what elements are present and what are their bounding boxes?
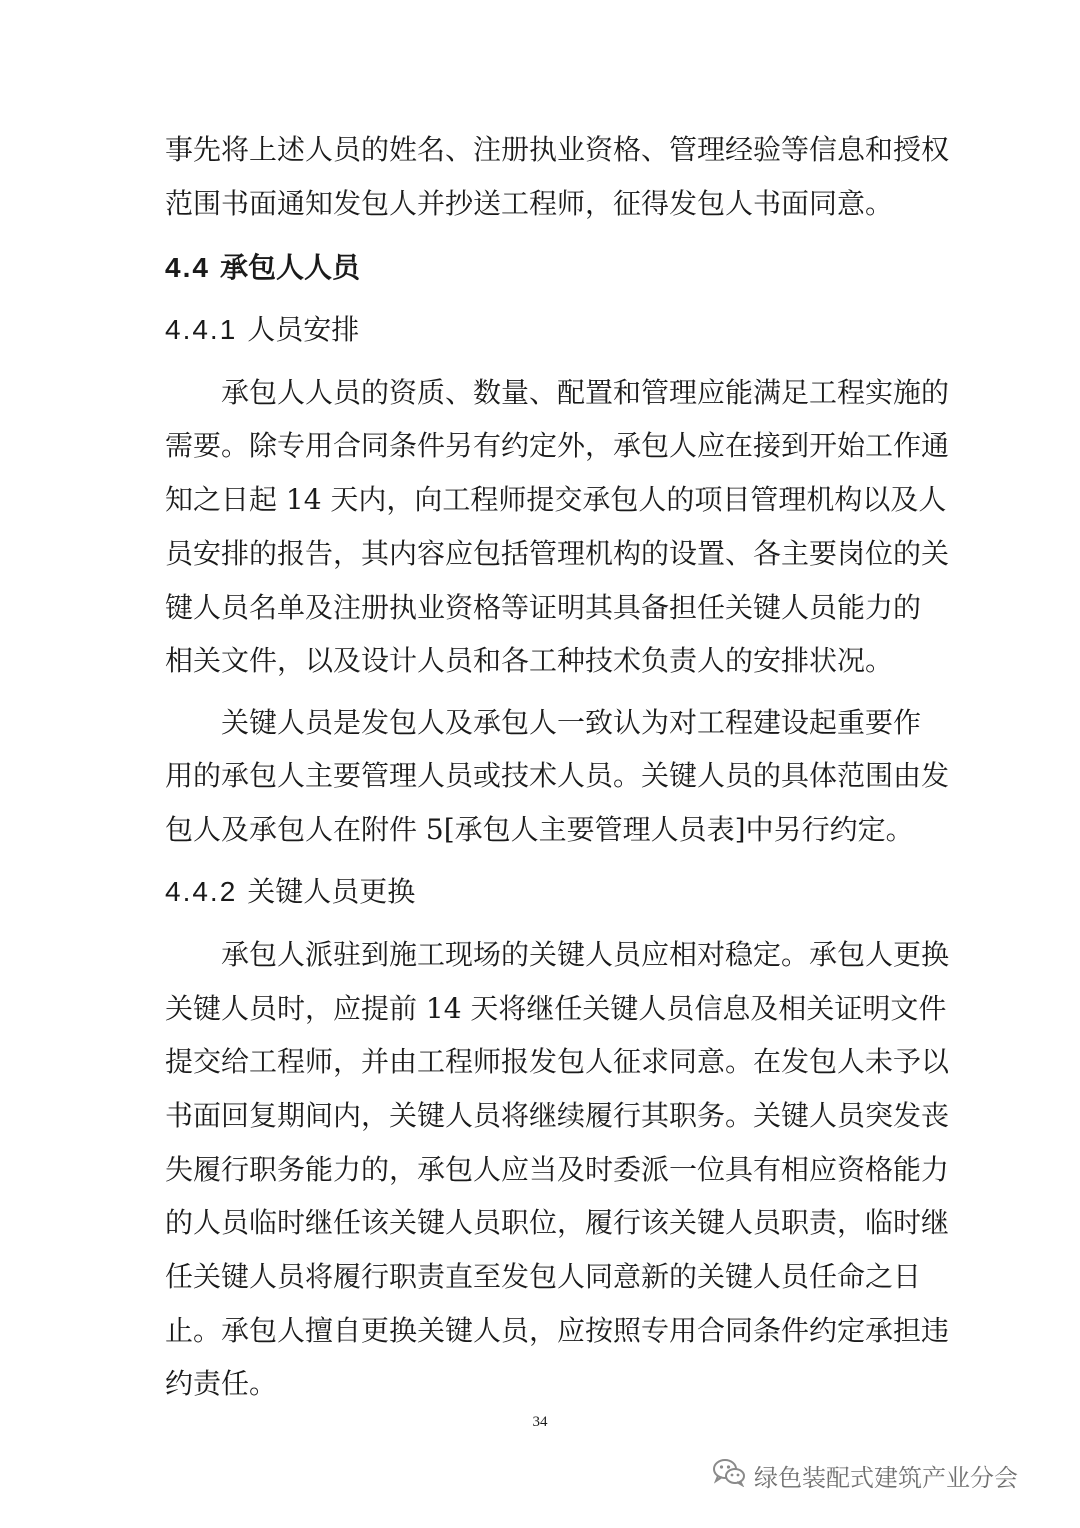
section-title: 关键人员更换 <box>247 875 416 908</box>
paragraph-line: 相关文件，以及设计人员和各工种技术负责人的安排状况。 <box>165 644 894 677</box>
page-number: 34 <box>532 1414 548 1430</box>
paragraph-line: 用的承包人主要管理人员或技术人员。关键人员的具体范围由发 <box>165 759 950 792</box>
wechat-icon <box>712 1457 746 1493</box>
section-number: 4.4.1 <box>165 314 238 345</box>
paragraph-line: 员安排的报告，其内容应包括管理机构的设置、各主要岗位的关 <box>165 537 950 570</box>
section-title: 人员安排 <box>247 313 360 346</box>
paragraph-line: 知之日起 14 天内，向工程师提交承包人的项目管理机构以及人 <box>165 483 947 516</box>
section-number: 4.4.2 <box>165 876 238 907</box>
paragraph-line: 范围书面通知发包人并抄送工程师，征得发包人书面同意。 <box>165 187 894 220</box>
paragraph-line: 任关键人员将履行职责直至发包人同意新的关键人员任命之日 <box>165 1260 922 1293</box>
section-heading-4-4 <box>165 248 360 288</box>
paragraph-line: 关键人员是发包人及承包人一致认为对工程建设起重要作 <box>221 706 922 739</box>
paragraph-line: 的人员临时继任该关键人员职位，履行该关键人员职责，临时继 <box>165 1206 950 1239</box>
paragraph-line: 事先将上述人员的姓名、注册执业资格、管理经验等信息和授权 <box>165 133 950 166</box>
paragraph-line: 需要。除专用合同条件另有约定外，承包人应在接到开始工作通 <box>165 429 950 462</box>
paragraph-line: 约责任。 <box>165 1367 278 1400</box>
paragraph-line: 关键人员时，应提前 14 天将继任关键人员信息及相关证明文件 <box>165 992 947 1025</box>
section-number: 4.4 <box>165 252 210 283</box>
paragraph-line: 失履行职务能力的，承包人应当及时委派一位具有相应资格能力 <box>165 1153 950 1186</box>
paragraph-line: 键人员名单及注册执业资格等证明其具备担任关键人员能力的 <box>165 591 922 624</box>
section-title: 承包人人员 <box>219 251 360 284</box>
watermark <box>712 1455 1018 1495</box>
paragraph-line: 提交给工程师，并由工程师报发包人征求同意。在发包人未予以 <box>165 1045 950 1078</box>
paragraph-line: 承包人派驻到施工现场的关键人员应相对稳定。承包人更换 <box>221 938 950 971</box>
paragraph-line: 包人及承包人在附件 5[承包人主要管理人员表]中另行约定。 <box>165 813 914 846</box>
watermark-text: 绿色装配式建筑产业分会 <box>754 1463 1018 1492</box>
section-heading-4-4-2 <box>165 872 415 912</box>
section-heading-4-4-1 <box>165 310 359 350</box>
paragraph-line: 止。承包人擅自更换关键人员，应按照专用合同条件约定承担违 <box>165 1314 950 1347</box>
paragraph-line: 书面回复期间内，关键人员将继续履行其职务。关键人员突发丧 <box>165 1099 950 1132</box>
paragraph-line: 承包人人员的资质、数量、配置和管理应能满足工程实施的 <box>221 376 950 409</box>
